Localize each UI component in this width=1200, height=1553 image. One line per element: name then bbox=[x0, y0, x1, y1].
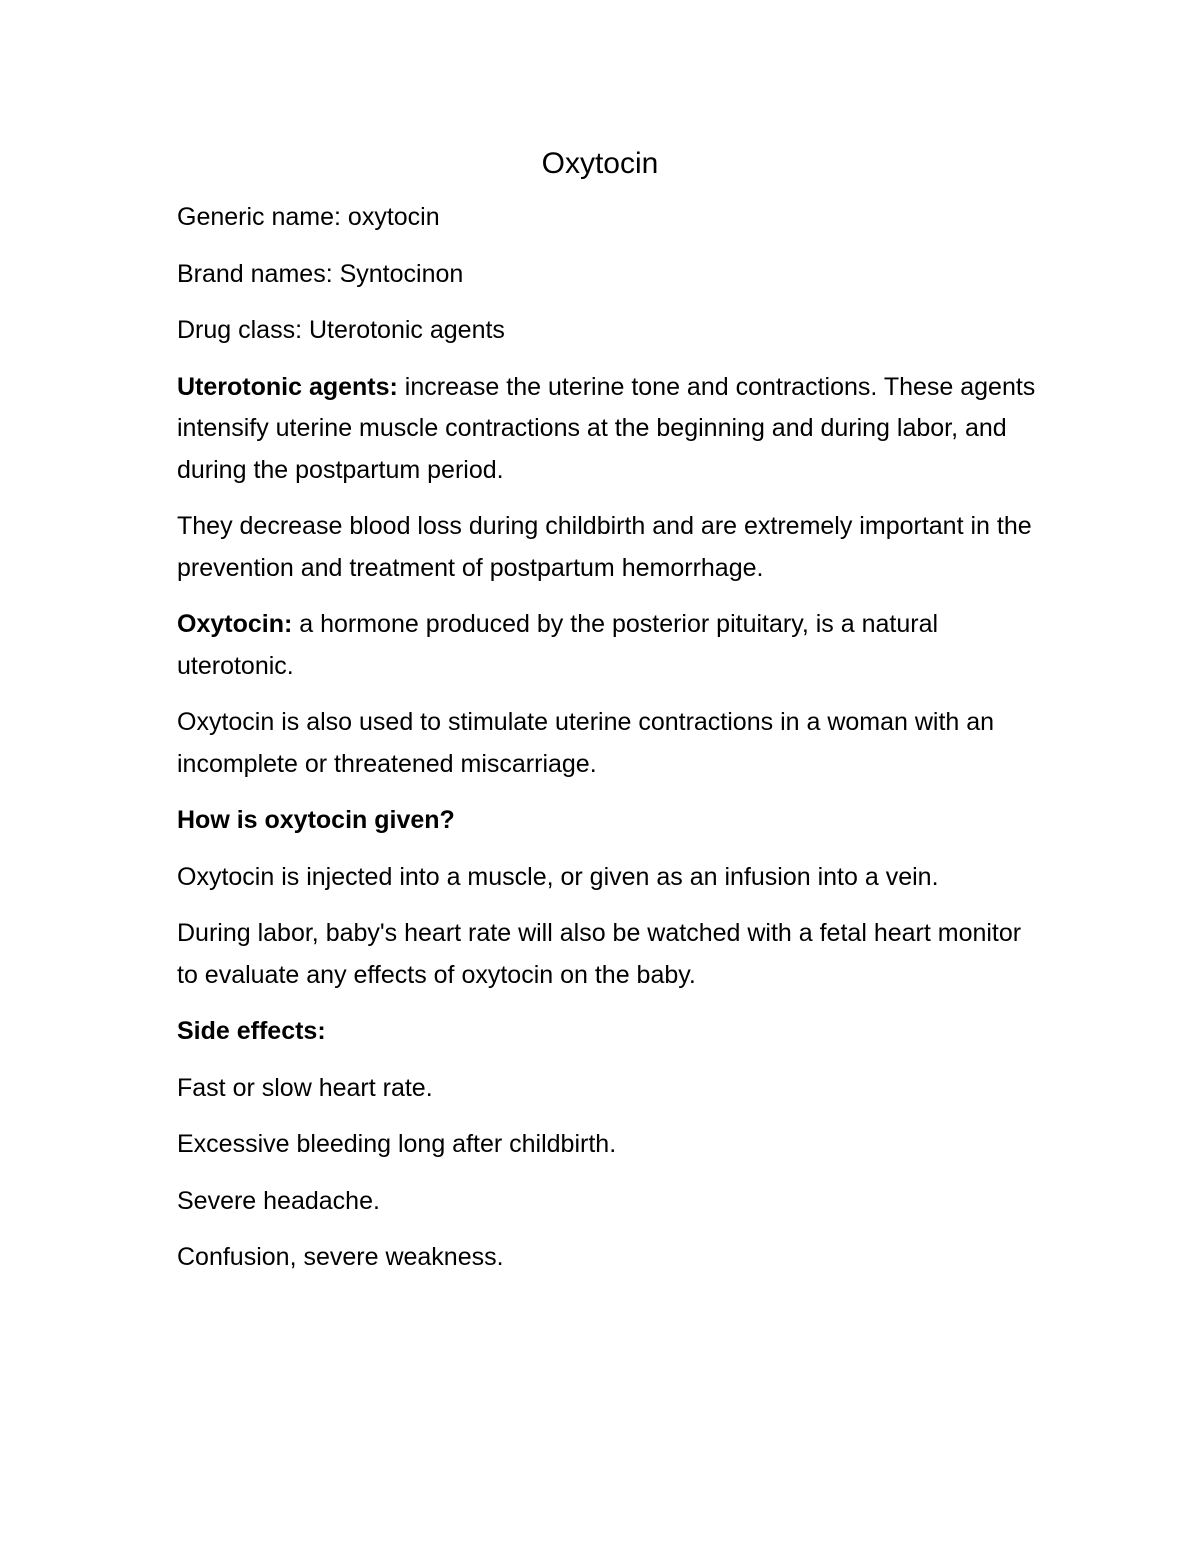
brand-names: Brand names: Syntocinon bbox=[177, 259, 464, 288]
uterotonic-paragraph bbox=[177, 367, 1037, 492]
side-effect-item: Confusion, severe weakness. bbox=[177, 1243, 504, 1271]
blood-loss-paragraph: They decrease blood loss during childbirth and are extremely important in the prevention and treatment of postpartum hemorrhage. bbox=[177, 512, 1032, 582]
side-effect-item: Severe headache. bbox=[177, 1186, 380, 1215]
document-title: Oxytocin bbox=[541, 147, 659, 180]
how-given-paragraph: Oxytocin is injected into a muscle, or given as an infusion into a vein. bbox=[177, 862, 939, 891]
how-given-heading: How is oxytocin given? bbox=[177, 806, 455, 834]
monitoring-paragraph: During labor, baby's heart rate will also be watched with a fetal heart monitor to evaluate any effects of oxytocin on the baby. bbox=[177, 919, 1022, 989]
oxytocin-definition-paragraph bbox=[177, 604, 1037, 687]
document-body bbox=[177, 142, 1037, 1294]
oxytocin-definition-text: a hormone produced by the posterior pituitary, is a natural uterotonic. bbox=[177, 610, 939, 680]
generic-name: Generic name: oxytocin bbox=[177, 203, 440, 231]
side-effect-item: Excessive bleeding long after childbirth. bbox=[177, 1130, 617, 1158]
drug-class: Drug class: Uterotonic agents bbox=[177, 316, 505, 344]
side-effects-heading: Side effects: bbox=[177, 1017, 326, 1045]
uterotonic-text: increase the uterine tone and contractions. These agents intensify uterine muscle contractions at the beginning and during labor, and during the postpartum period. bbox=[177, 372, 1036, 484]
miscarriage-paragraph: Oxytocin is also used to stimulate uterine contractions in a woman with an incomplete or threatened miscarriage. bbox=[177, 708, 995, 778]
side-effect-item: Fast or slow heart rate. bbox=[177, 1073, 433, 1102]
uterotonic-label: Uterotonic agents: bbox=[177, 372, 398, 401]
oxytocin-label: Oxytocin: bbox=[177, 610, 293, 638]
